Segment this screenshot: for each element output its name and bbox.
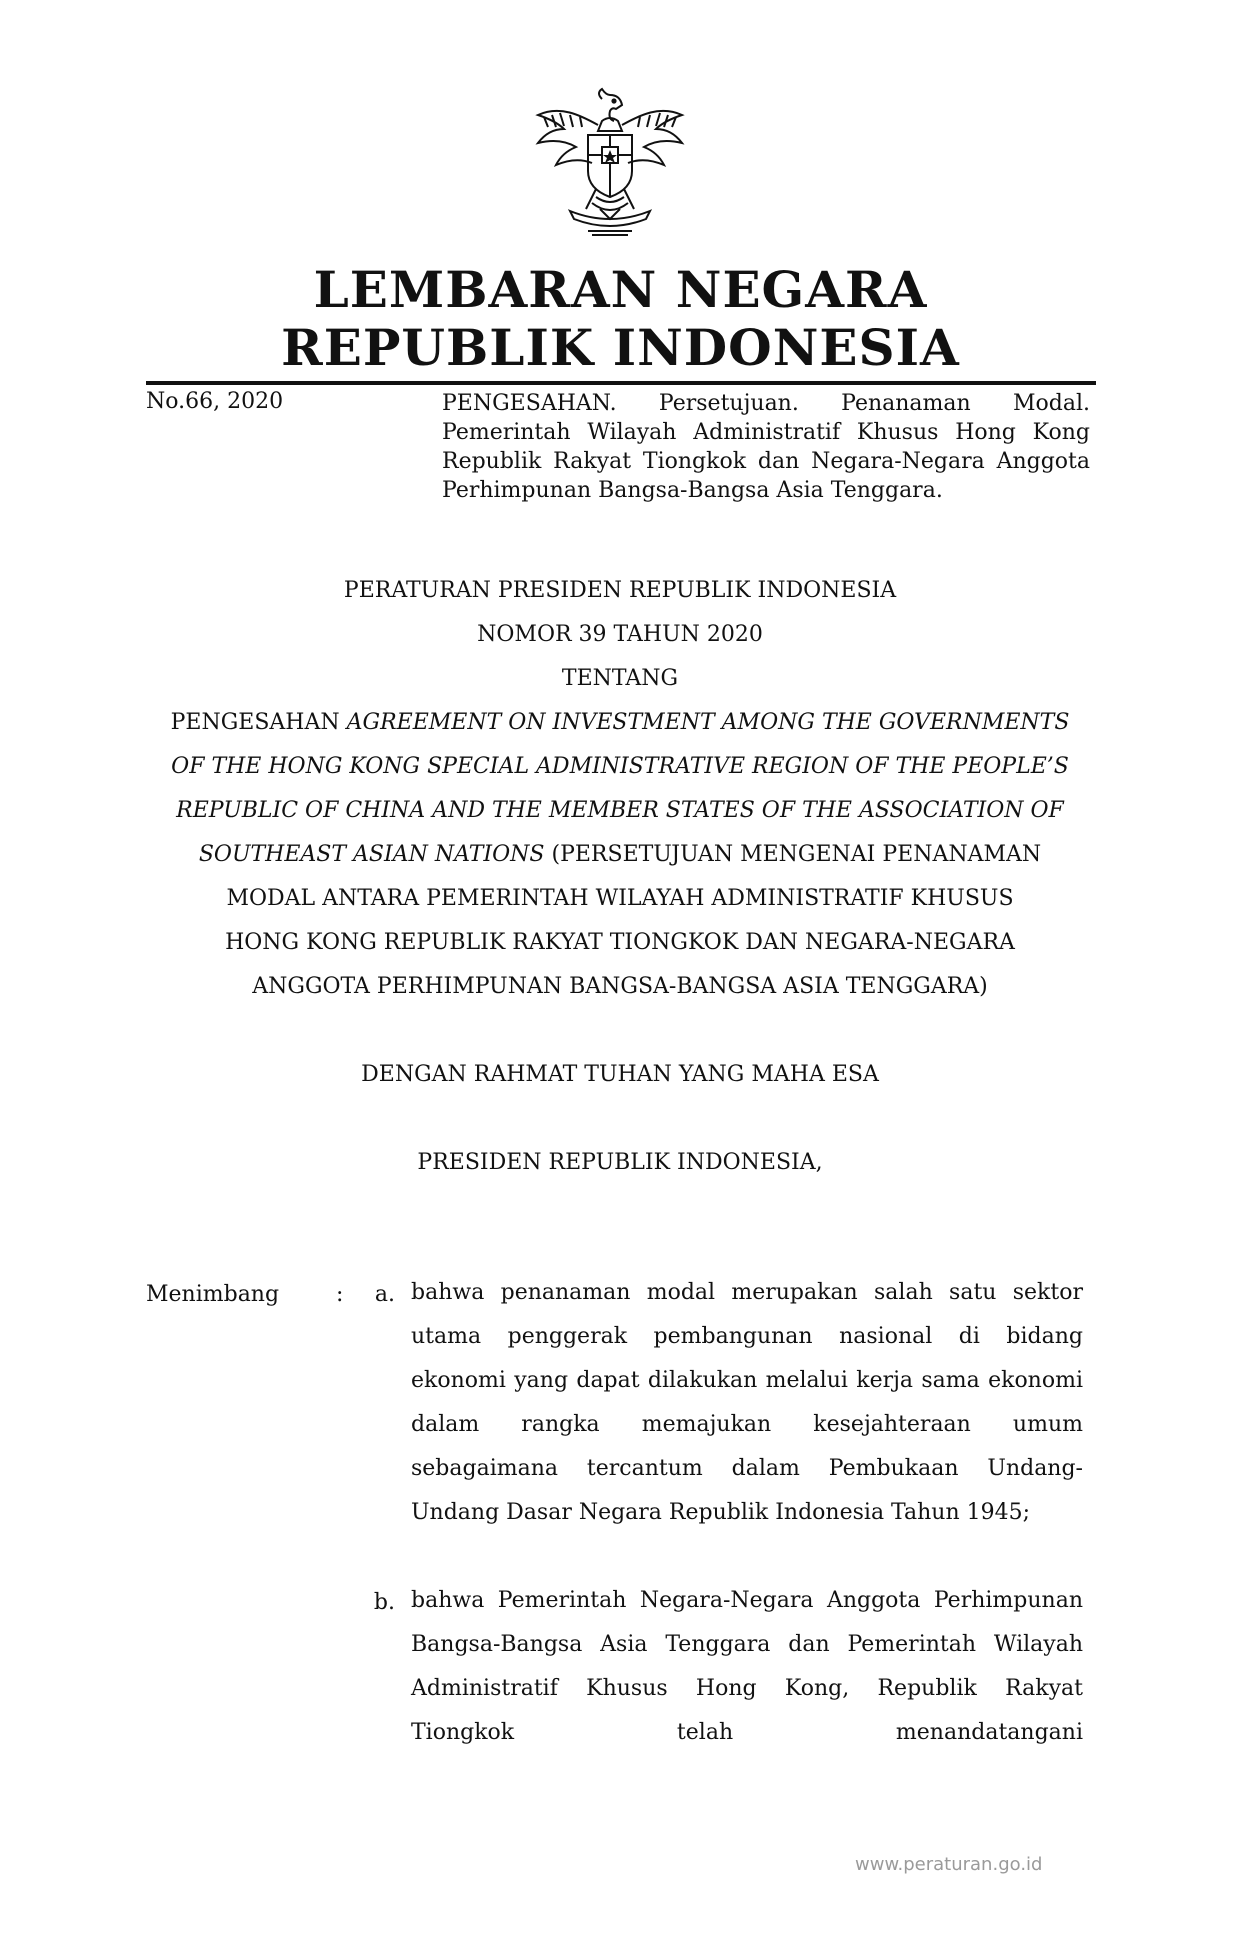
regulation-title-line-4 <box>120 842 1120 867</box>
title-id-line-3: HONG KONG REPUBLIK RAKYAT TIONGKOK DAN NEGARA-NEGARA <box>225 930 1015 955</box>
considering-item-text: bahwa Pemerintah Negara-Negara Anggota Perhimpunan Bangsa-Bangsa Asia Tenggara dan Pemerintah Wilayah Administratif Khusus Hong Kong, Republik Rakyat Tiongkok telah menandatangani <box>411 1588 1083 1745</box>
regulation-title-line-1 <box>120 710 1120 735</box>
footer-url: www.peraturan.go.id <box>855 1854 1043 1875</box>
considering-colon: : <box>336 1282 344 1307</box>
title-en-line-1: AGREEMENT ON INVESTMENT AMONG THE GOVERNMENTS <box>346 710 1070 735</box>
issue-summary: PENGESAHAN. Persetujuan. Penanaman Modal. Pemerintah Wilayah Administratif Khusus Hong Kong Republik Rakyat Tiongkok dan Negara-Negara Anggota Perhimpunan Bangsa-Bangsa Asia Tenggara. <box>442 391 1090 503</box>
considering-item-letter: b. <box>373 1590 395 1615</box>
considering-label: Menimbang <box>146 1282 280 1307</box>
title-en-line-3: REPUBLIC OF CHINA AND THE MEMBER STATES OF THE ASSOCIATION OF <box>176 798 1064 823</box>
garuda-emblem-icon <box>530 85 690 245</box>
title-en-line-2: OF THE HONG KONG SPECIAL ADMINISTRATIVE REGION OF THE PEOPLE’S <box>171 754 1069 779</box>
regulation-title-line-2 <box>120 754 1120 779</box>
title-id-line-2: MODAL ANTARA PEMERINTAH WILAYAH ADMINISTRATIF KHUSUS <box>226 886 1014 911</box>
considering-item-text: bahwa penanaman modal merupakan salah satu sektor utama penggerak pembangunan nasional di bidang ekonomi yang dapat dilakukan melalui kerja sama ekonomi dalam rangka memajukan kesejahteraan umum sebagaimana tercantum dalam Pembukaan Undang-Undang Dasar Negara Republik Indonesia Tahun 1945; <box>411 1280 1083 1525</box>
gazette-title-line-2: REPUBLIK INDONESIA <box>281 318 960 377</box>
title-id-line-1: (PERSETUJUAN MENGENAI PENANAMAN <box>551 842 1042 867</box>
blessing: DENGAN RAHMAT TUHAN YANG MAHA ESA <box>361 1062 879 1087</box>
regulation-type: PERATURAN PRESIDEN REPUBLIK INDONESIA <box>343 578 897 603</box>
issuer: PRESIDEN REPUBLIK INDONESIA, <box>417 1150 823 1175</box>
regulation-number: NOMOR 39 TAHUN 2020 <box>477 622 763 647</box>
gazette-title-line-1: LEMBARAN NEGARA <box>313 260 928 319</box>
title-en-line-4: SOUTHEAST ASIAN NATIONS <box>198 842 545 867</box>
title-id-line-4: ANGGOTA PERHIMPUNAN BANGSA-BANGSA ASIA TENGGARA) <box>252 974 988 999</box>
masthead-divider <box>146 381 1096 385</box>
issue-number: No.66, 2020 <box>146 389 284 414</box>
considering-item-letter: a. <box>374 1282 395 1307</box>
regulation-title-line-3 <box>120 798 1120 823</box>
regulation-about: TENTANG <box>561 666 679 691</box>
title-prefix: PENGESAHAN <box>170 710 340 735</box>
